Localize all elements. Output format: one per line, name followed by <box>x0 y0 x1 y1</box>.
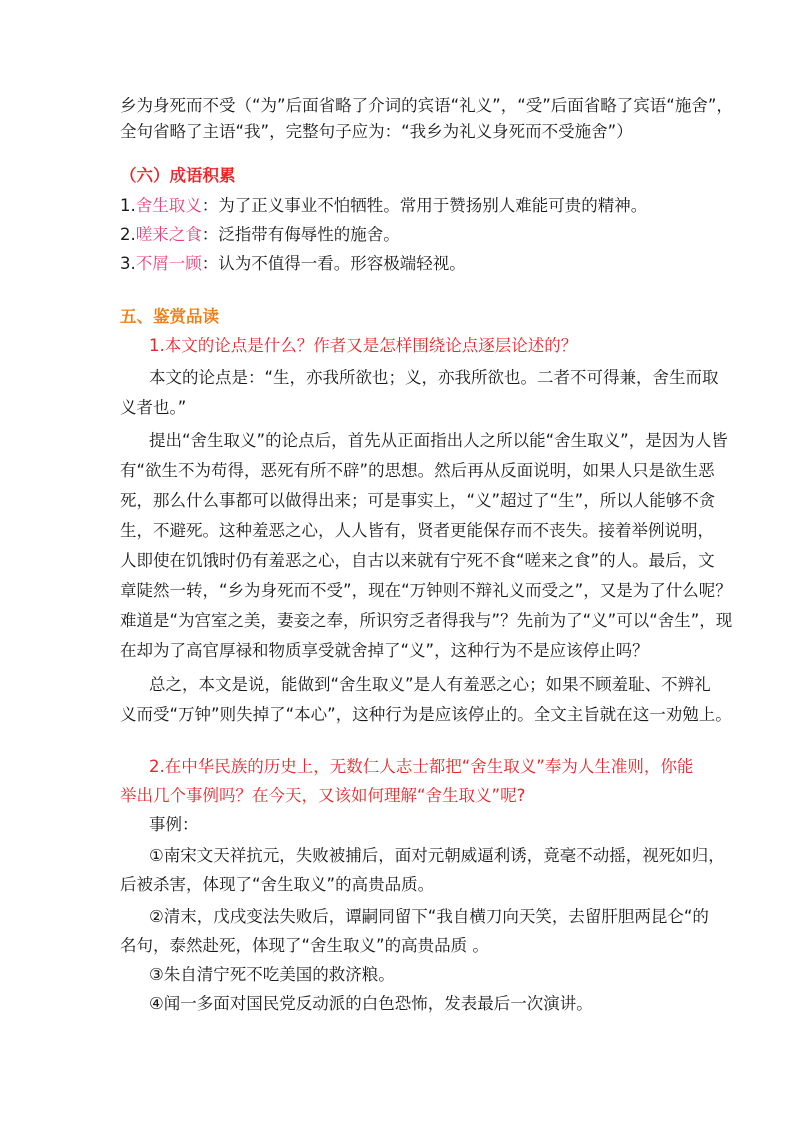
q1-para2-line-3: 死，那么什么事都可以做得出来；可是事实上，“义”超过了“生”，所以人能够不贪 <box>120 491 716 510</box>
example-3: ③朱自清宁死不吃美国的救济粮。 <box>149 965 395 984</box>
q1-para1-line-1: 本文的论点是：“生，亦我所欲也；义，亦我所欲也。二者不可得兼，舍生而取 <box>149 368 719 387</box>
intro-line-2: 全句省略了主语“我”，完整句子应为：“我乡为礼义身死而不受施舍”） <box>120 122 633 141</box>
q1-para2-line-4: 生，不避死。这种羞恶之心，人人皆有，贤者更能保存而不丧失。接着举例说明， <box>120 521 714 540</box>
idiom-item-2 <box>120 222 690 248</box>
example-2-line-1: ②清末，戊戌变法失败后，谭嗣同留下“我自横刀向天笑，去留肝胆两昆仑“的 <box>149 907 709 926</box>
idiom-definition: ：泛指带有侮辱性的施舍。 <box>201 225 400 244</box>
example-1-line-1: ①南宋文天祥抗元，失败被捕后，面对元朝威逼利诱，竟毫不动摇，视死如归， <box>149 846 725 865</box>
idiom-definition: ：认为不值得一看。形容极端轻视。 <box>201 254 466 273</box>
example-4: ④闻一多面对国民党反动派的白色恐怖，发表最后一次演讲。 <box>149 994 593 1013</box>
idiom-number: 1. <box>120 196 136 215</box>
idiom-item-3 <box>120 251 690 277</box>
q1-para3-line-2: 义而受“万钟”则失掉了“本心”，这种行为是应该停止的。全文主旨就在这一劝勉上。 <box>120 705 732 724</box>
examples-label: 事例： <box>149 815 199 834</box>
question-1: 1.本文的论点是什么？作者又是怎样围绕论点逐层论述的？ <box>149 336 578 355</box>
q1-para2-line-8: 在却为了高官厚禄和物质享受就舍掉了“义”，这种行为不是应该停止吗？ <box>120 641 649 660</box>
section-5-heading: 五、鉴赏品读 <box>120 307 219 326</box>
idiom-definition: ：为了正义事业不怕牺牲。常用于赞扬别人难能可贵的精神。 <box>201 196 648 215</box>
example-2-line-2: 名句，泰然赴死，体现了“舍生取义”的高贵品质 。 <box>120 936 489 955</box>
idiom-number: 2. <box>120 225 136 244</box>
idiom-item-1 <box>120 193 690 219</box>
idiom-term: 舍生取义 <box>135 196 202 215</box>
question-2-line-1: 2.在中华民族的历史上，无数仁人志士都把“舍生取义”奉为人生准则，你能 <box>149 757 694 776</box>
example-1-line-2: 后被杀害，体现了“舍生取义”的高贵品质。 <box>120 875 435 894</box>
idiom-number: 3. <box>120 254 136 273</box>
q1-para1-line-2: 义者也。” <box>120 398 187 417</box>
intro-line-1: 乡为身死而不受（“为”后面省略了介词的宾语“礼义”，“受”后面省略了宾语“施舍”， <box>120 96 733 115</box>
q1-para3-line-1: 总之，本文是说，能做到“舍生取义”是人有羞恶之心；如果不顾羞耻、不辨礼 <box>149 675 711 694</box>
q1-para2-line-5: 人即使在饥饿时仍有羞恶之心，自古以来就有宁死不食“嗟来之食”的人。最后，文 <box>120 551 715 570</box>
idiom-term: 不屑一顾 <box>135 254 202 273</box>
q1-para2-line-1: 提出“舍生取义”的论点后，首先从正面指出人之所以能“舍生取义”，是因为人皆 <box>149 431 728 450</box>
idiom-term: 嗟来之食 <box>135 225 202 244</box>
section-6-heading: （六）成语积累 <box>120 166 236 185</box>
question-2-line-2: 举出几个事例吗？在今天，又该如何理解“舍生取义”呢? <box>120 786 526 805</box>
q1-para2-line-6: 章陡然一转，“乡为身死而不受”，现在“万钟则不辩礼义而受之”，又是为了什么呢？ <box>120 581 732 600</box>
q1-para2-line-7: 难道是“为宫室之美，妻妾之奉，所识穷乏者得我与”？先前为了“义”可以“舍生”，现 <box>120 611 733 630</box>
q1-para2-line-2: 有“欲生不为苟得，恶死有所不辟”的思想。然后再从反面说明，如果人只是欲生恶 <box>120 461 715 480</box>
